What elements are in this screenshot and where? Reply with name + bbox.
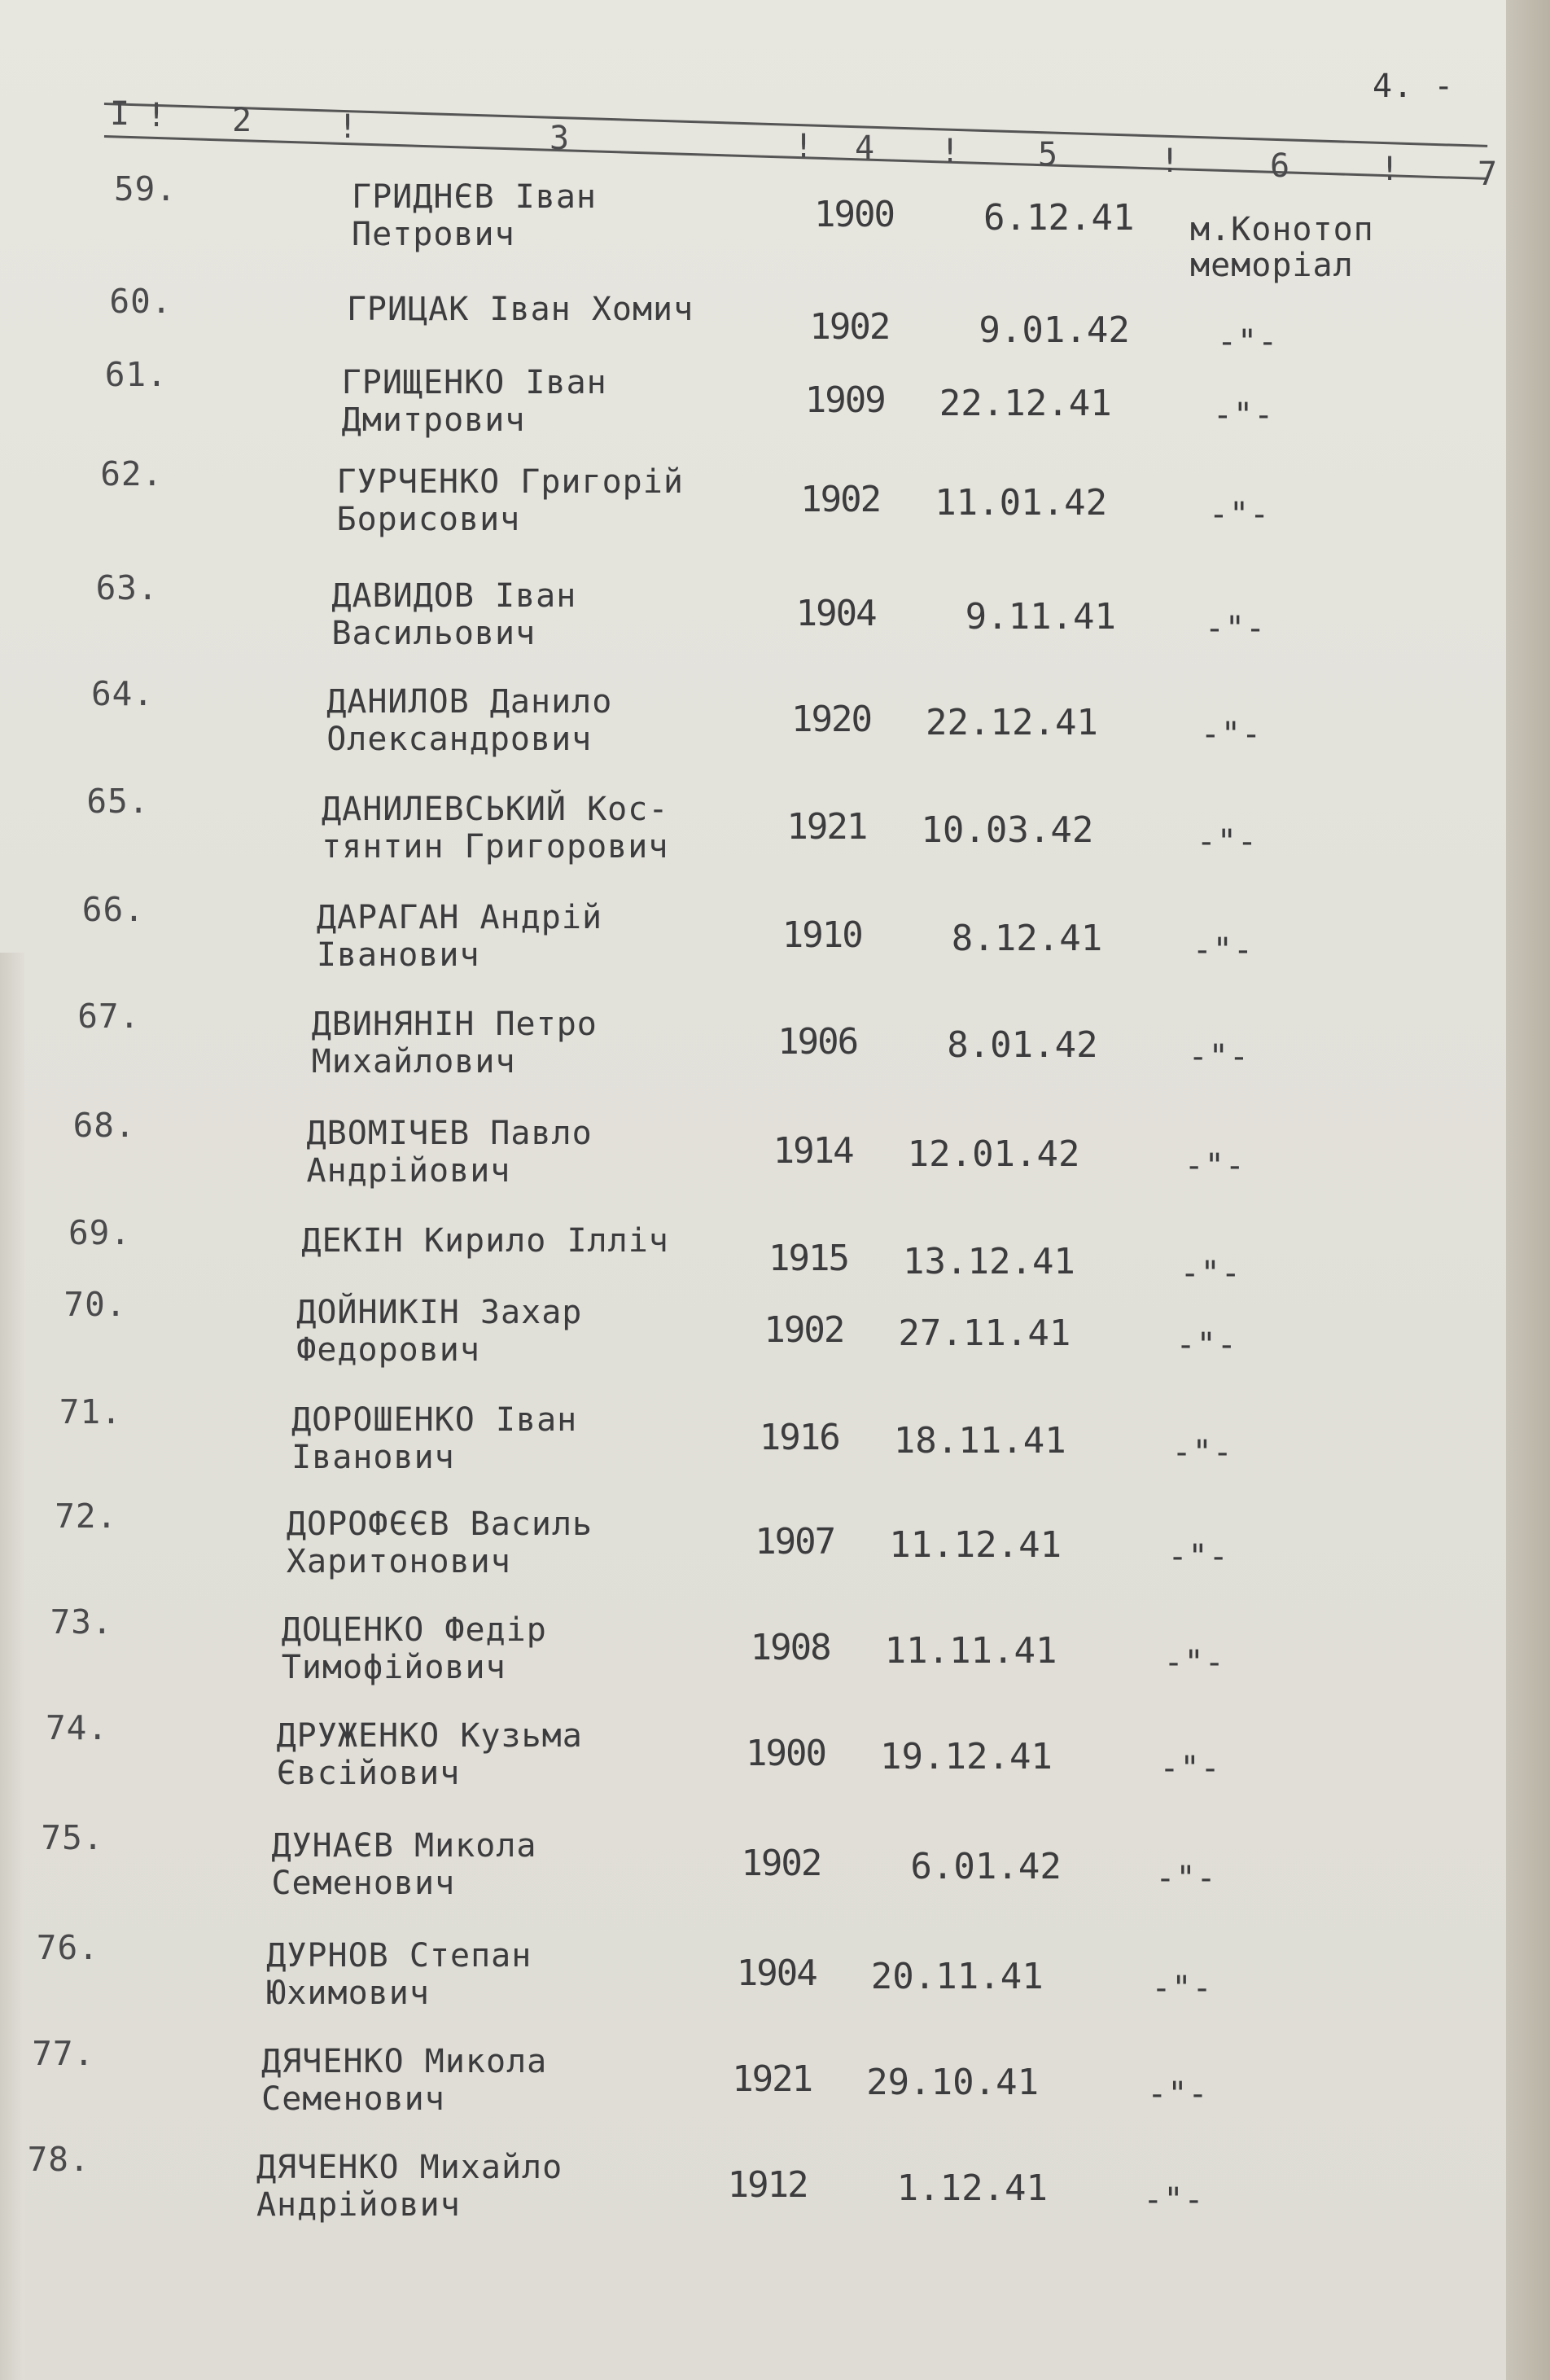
- burial-place: -"-: [1176, 1326, 1237, 1364]
- death-date: 20.11.41: [870, 1956, 1044, 1997]
- name-line-1: ДЯЧЕНКО Михайло: [256, 2149, 563, 2186]
- death-date: 8.01.42: [947, 1024, 1098, 1066]
- row-number: 75.: [41, 1818, 104, 1857]
- death-date: 27.11.41: [898, 1313, 1071, 1354]
- name-line-1: ДОРОФЄЄВ Василь: [286, 1506, 593, 1543]
- birth-year: 1912: [727, 2164, 808, 2206]
- row-number: 63.: [95, 568, 159, 607]
- birth-year: 1921: [786, 806, 867, 848]
- row-number: 73.: [50, 1602, 113, 1641]
- name-line-1: ГРИЩЕНКО Іван: [341, 364, 607, 401]
- birth-year: 1910: [782, 914, 862, 956]
- name-line-1: ДВОМІЧЕВ Павло: [306, 1115, 593, 1152]
- name-line-2: Харитонович: [286, 1543, 511, 1580]
- name-line-2: Олександрович: [326, 721, 593, 758]
- name-line-2: Михайлович: [311, 1043, 516, 1080]
- name-line-1: ДРУЖЕНКО Кузьма: [276, 1717, 583, 1755]
- name-line-1: ДАВИДОВ Іван: [331, 577, 577, 615]
- birth-year: 1908: [750, 1627, 830, 1668]
- birth-year: 1915: [768, 1238, 848, 1279]
- burial-place: -"-: [1159, 1750, 1221, 1787]
- column-separator: !: [1380, 151, 1401, 188]
- name-line-2: Семенович: [261, 2080, 445, 2118]
- name-line-2: Євсійович: [276, 1755, 461, 1792]
- column-separator: !: [338, 108, 359, 146]
- name-line-2: Федорович: [296, 1331, 480, 1369]
- column-number-6: 6: [1270, 147, 1291, 185]
- birth-year: 1916: [759, 1417, 839, 1458]
- row-number: 64.: [91, 674, 155, 713]
- name-line-2: Іванович: [291, 1439, 455, 1476]
- death-date: 11.12.41: [889, 1524, 1062, 1566]
- row-number: 61.: [104, 355, 168, 394]
- name-line-2: Борисович: [336, 501, 521, 538]
- burial-place: -"-: [1184, 1147, 1246, 1185]
- name-line-1: ДАНИЛЕВСЬКИЙ Кос-: [322, 791, 669, 828]
- birth-year: 1902: [741, 1843, 821, 1884]
- name-line-2: Васильович: [331, 615, 536, 652]
- burial-place: -"-: [1155, 1860, 1217, 1897]
- name-line-2: Андрійович: [306, 1152, 511, 1190]
- name-line-1: ДВИНЯНІН Петро: [311, 1006, 598, 1043]
- death-date: 9.01.42: [979, 309, 1130, 351]
- name-line-1: ДОЦЕНКО Федір: [281, 1611, 547, 1649]
- death-date: 13.12.41: [903, 1241, 1075, 1282]
- row-number: 76.: [36, 1928, 99, 1967]
- death-date: 18.11.41: [893, 1420, 1066, 1462]
- name-line-1: ДАНИЛОВ Данило: [326, 683, 613, 721]
- row-number: 65.: [86, 782, 150, 821]
- birth-year: 1902: [800, 479, 881, 520]
- burial-place: -"-: [1188, 1038, 1250, 1076]
- row-number: 67.: [77, 997, 141, 1036]
- birth-year: 1904: [736, 1953, 817, 1994]
- name-line-2: Іванович: [316, 936, 480, 974]
- death-date: 6.01.42: [910, 1846, 1062, 1887]
- column-separator: !: [794, 128, 815, 165]
- burial-place: м.Конотоп: [1190, 211, 1374, 248]
- row-number: 66.: [81, 890, 145, 929]
- row-number: 60.: [109, 282, 173, 321]
- name-line-2: Семенович: [271, 1865, 456, 1902]
- name-line-2: Дмитрович: [341, 401, 526, 439]
- birth-year: 1920: [791, 699, 871, 740]
- birth-year: 1914: [773, 1130, 853, 1172]
- birth-year: 1900: [746, 1733, 825, 1774]
- birth-year: 1907: [755, 1521, 835, 1563]
- name-line-1: ДЯЧЕНКО Микола: [261, 2043, 548, 2080]
- name-line-2: Тимофійович: [281, 1649, 506, 1686]
- name-line-1: ДУНАЄВ Микола: [271, 1827, 537, 1865]
- row-number: 78.: [27, 2140, 90, 2179]
- burial-place: -"-: [1167, 1538, 1229, 1576]
- burial-place: -"-: [1204, 610, 1267, 647]
- burial-place: -"-: [1143, 2181, 1205, 2219]
- column-number-3: 3: [550, 120, 571, 157]
- burial-place: -"-: [1196, 823, 1258, 861]
- name-line-1: ГРИЦАК Іван Хомич: [346, 291, 694, 328]
- burial-place: -"-: [1212, 397, 1275, 434]
- birth-year: 1900: [814, 194, 894, 235]
- column-number-5: 5: [1038, 136, 1059, 173]
- death-date: 29.10.41: [866, 2062, 1040, 2103]
- column-number-1: I: [110, 95, 131, 133]
- row-number: 62.: [100, 454, 164, 493]
- death-date: 10.03.42: [921, 809, 1094, 851]
- death-date: 12.01.42: [907, 1133, 1080, 1175]
- column-separator: !: [147, 97, 168, 134]
- death-date: 22.12.41: [926, 702, 1098, 743]
- column-number-2: 2: [232, 102, 253, 139]
- death-date: 6.12.41: [983, 197, 1135, 239]
- name-line-1: ДАРАГАН Андрій: [316, 899, 603, 936]
- death-date: 22.12.41: [939, 383, 1112, 424]
- burial-place: -"-: [1208, 496, 1271, 533]
- birth-year: 1909: [804, 379, 885, 421]
- name-line-2: Юхимович: [266, 1975, 430, 2012]
- name-line-1: ДУРНОВ Степан: [266, 1937, 532, 1975]
- death-date: 19.12.41: [880, 1736, 1053, 1777]
- burial-place-line-2: меморіал: [1190, 247, 1354, 284]
- burial-place: -"-: [1171, 1434, 1233, 1471]
- birth-year: 1904: [795, 593, 876, 634]
- page-number: 4. -: [1373, 68, 1455, 105]
- name-line-2: Андрійович: [256, 2186, 461, 2224]
- column-number-4: 4: [855, 129, 876, 167]
- death-date: 9.11.41: [965, 596, 1117, 638]
- row-number: 71.: [59, 1392, 122, 1431]
- birth-year: 1921: [732, 2058, 812, 2100]
- death-date: 1.12.41: [896, 2167, 1049, 2209]
- name-line-1: ДОРОШЕНКО Іван: [291, 1401, 578, 1439]
- birth-year: 1902: [764, 1309, 844, 1351]
- name-line-2: Петрович: [352, 216, 515, 253]
- column-separator: !: [940, 133, 961, 170]
- burial-place: -"-: [1163, 1644, 1225, 1681]
- row-number: 72.: [55, 1497, 118, 1536]
- death-date: 11.11.41: [884, 1630, 1057, 1672]
- burial-place: -"-: [1192, 931, 1254, 969]
- birth-year: 1906: [777, 1021, 858, 1063]
- birth-year: 1902: [809, 306, 890, 348]
- burial-place: -"-: [1200, 716, 1263, 753]
- death-date: 11.01.42: [935, 482, 1108, 524]
- name-line-1: ГУРЧЕНКО Григорій: [336, 463, 684, 501]
- name-line-1: ДЕКІН Кирило Ілліч: [301, 1222, 669, 1260]
- row-number: 59.: [114, 169, 177, 208]
- row-number: 70.: [63, 1285, 127, 1324]
- row-number: 77.: [32, 2034, 95, 2073]
- column-separator: !: [1160, 142, 1181, 180]
- name-line-1: ГРИДНЄВ Іван: [352, 178, 597, 216]
- burial-place: -"-: [1151, 1970, 1213, 2007]
- burial-place: -"-: [1147, 2075, 1209, 2113]
- row-number: 74.: [46, 1708, 109, 1747]
- death-date: 8.12.41: [951, 918, 1103, 959]
- burial-place: -"-: [1216, 323, 1279, 361]
- page-edge-shadow: [1506, 0, 1550, 2380]
- row-number: 68.: [72, 1106, 136, 1145]
- row-number: 69.: [68, 1213, 132, 1252]
- name-line-2: тянтин Григорович: [322, 828, 669, 866]
- name-line-1: ДОЙНИКІН Захар: [296, 1294, 583, 1331]
- burial-place: -"-: [1180, 1255, 1241, 1292]
- column-number-7: 7: [1478, 156, 1499, 193]
